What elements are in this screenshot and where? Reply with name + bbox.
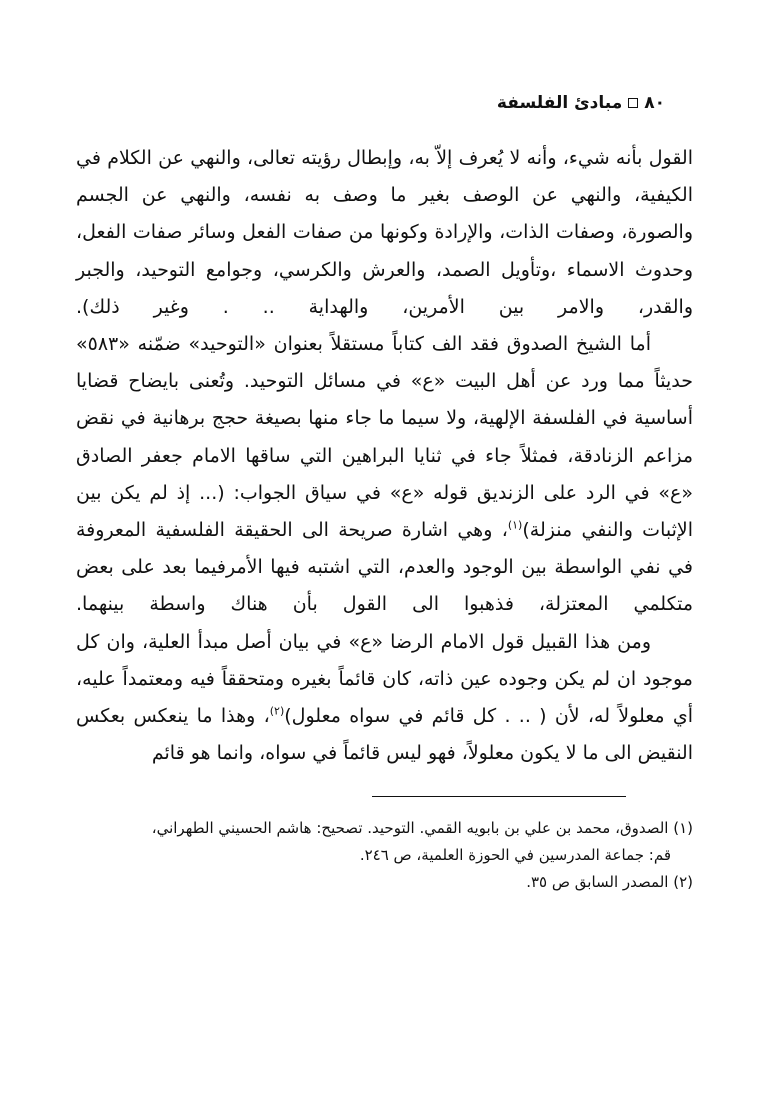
footnote-separator [372,796,626,797]
footnote-1: (١) الصدوق، محمد بن علي بن بابويه القمي. التوحيد. تصحيح: هاشم الحسيني الطهراني، [151,819,693,837]
paragraph-3-text-end: ، وهذا ما ينعكس بعكس النقيض الى ما لا يكون معلولاً، فهو ليس قائماً في سواه، وانما هو قائم [76,705,693,765]
paragraph-3-text-start: ومن هذا القبيل قول الامام الرضا «ع» في بيان أصل مبدأ العلية، وان كل موجود ان لم يكن وجوده عين ذاته، كان قائماً بغيره ومتحققاً فيه ومعتمداً عليه، أي معلولاً له، لأن ( .. . كل قائم في سواه معلول) [76,630,694,728]
paragraph-2-text-start: أما الشيخ الصدوق فقد الف كتاباً مستقلاً بعنوان «التوحيد» ضمّنه «٥٨٣» حديثاً مما ورد عن أهل البيت «ع» في مسائل التوحيد. وتُعنى بايضاح قضايا أساسية في الفلسفة الإلهية، ولا سيما ما جاء منها بصيغة حجج برهانية في نقض مزاعم الزنادقة، فمثلاً جاء في ثنايا البراهين التي ساقها الامام جعفر الصادق «ع» في الرد على الزنديق قوله «ع» في سياق الجواب: (... إذ لم يكن بين الإثبات والنفي منزلة) [76,333,693,542]
paragraph-3 [76,624,693,773]
page-number: ٨٠ [644,93,665,113]
footnote-1-continuation: قم: جماعة المدرسين في الحوزة العلمية، ص ٢٤٦. [359,846,671,864]
square-ornament-icon [628,98,638,108]
paragraph-2-text-end: ، وهي اشارة صريحة الى الحقيقة الفلسفية المعروفة في نفي الواسطة بين الوجود والعدم، التي اشتبه فيها الأمرفيما بعد على بعض متكلمي المعتزلة، فذهبوا الى القول بأن هناك واسطة بينهما. [76,519,693,616]
footnotes [76,815,693,896]
paragraph-1-text: القول بأنه شيء، وأنه لا يُعرف إلاّ به، وإبطال رؤيته تعالى، والنهي عن الكلام في الكيفية، والنهي عن الوصف بغير ما وصف به نفسه، والنهي عن الجسم والصورة، وصفات الذات، والإرادة وكونها من صفات الفعل وسائر صفات الفعل، وحدوث الاسماء ،وتأويل الصمد، والعرش والكرسي، وجوامع التوحيد، والجبر والقدر، والامر بين الأمرين، والهداية .. . وغير ذلك). [76,147,693,318]
running-header [497,92,665,114]
book-title: مبادئ الفلسفة [496,93,623,113]
footnote-2: (٢) المصدر السابق ص ٣٥. [526,873,693,891]
footnote-ref-1[interactable]: (١) [507,518,523,532]
paragraph-1 [76,140,693,326]
main-text [76,140,693,772]
paragraph-2 [76,326,693,624]
footnote-ref-2[interactable]: (٢) [269,704,285,718]
